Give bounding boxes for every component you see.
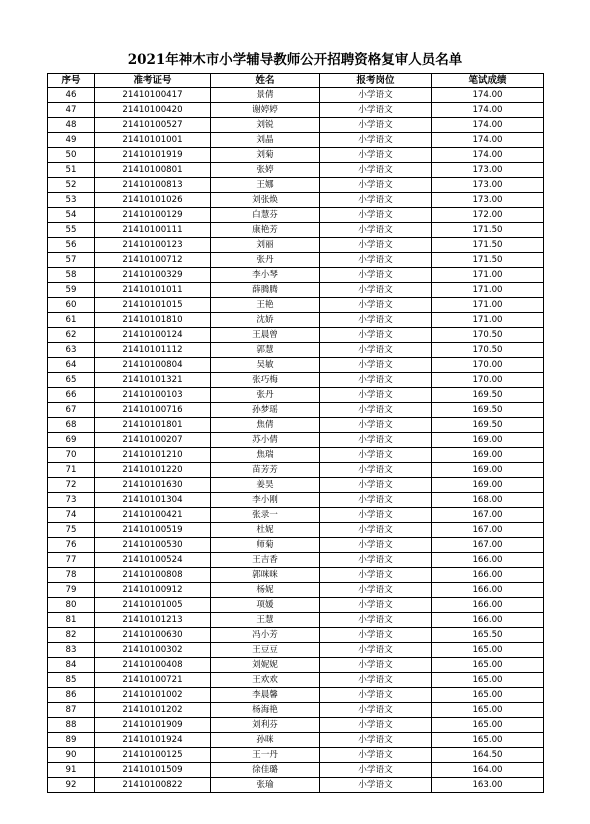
cell-position: 小学语文 — [320, 568, 432, 583]
cell-exam-id: 21410100421 — [95, 508, 211, 523]
cell-score: 165.00 — [432, 643, 544, 658]
cell-position: 小学语文 — [320, 718, 432, 733]
cell-position: 小学语文 — [320, 223, 432, 238]
table-row — [48, 418, 544, 433]
cell-seq: 77 — [48, 553, 95, 568]
cell-exam-id: 21410100530 — [95, 538, 211, 553]
cell-position: 小学语文 — [320, 493, 432, 508]
table-row — [48, 298, 544, 313]
cell-score: 170.00 — [432, 358, 544, 373]
cell-exam-id: 21410100716 — [95, 403, 211, 418]
table-row — [48, 598, 544, 613]
cell-score: 170.00 — [432, 373, 544, 388]
cell-score: 174.00 — [432, 133, 544, 148]
cell-score: 174.00 — [432, 118, 544, 133]
table-row — [48, 568, 544, 583]
cell-seq: 75 — [48, 523, 95, 538]
cell-position: 小学语文 — [320, 613, 432, 628]
cell-exam-id: 21410101026 — [95, 193, 211, 208]
cell-seq: 54 — [48, 208, 95, 223]
cell-seq: 91 — [48, 763, 95, 778]
cell-position: 小学语文 — [320, 748, 432, 763]
header-score: 笔试成绩 — [432, 74, 544, 88]
cell-exam-id: 21410100420 — [95, 103, 211, 118]
cell-name: 谢婷婷 — [211, 103, 320, 118]
cell-score: 165.00 — [432, 718, 544, 733]
cell-name: 杨妮 — [211, 583, 320, 598]
cell-exam-id: 21410100527 — [95, 118, 211, 133]
cell-exam-id: 21410100519 — [95, 523, 211, 538]
cell-score: 168.00 — [432, 493, 544, 508]
cell-name: 师菊 — [211, 538, 320, 553]
cell-name: 王慧 — [211, 613, 320, 628]
cell-position: 小学语文 — [320, 208, 432, 223]
cell-name: 冯小芳 — [211, 628, 320, 643]
cell-name: 张丹 — [211, 253, 320, 268]
table-row — [48, 88, 544, 103]
cell-exam-id: 21410100111 — [95, 223, 211, 238]
cell-position: 小学语文 — [320, 778, 432, 793]
header-exam-id: 准考证号 — [95, 74, 211, 88]
table-row — [48, 613, 544, 628]
cell-seq: 78 — [48, 568, 95, 583]
cell-name: 王晨曾 — [211, 328, 320, 343]
table-row — [48, 718, 544, 733]
cell-score: 166.00 — [432, 598, 544, 613]
cell-name: 康艳芳 — [211, 223, 320, 238]
table-row — [48, 133, 544, 148]
cell-position: 小学语文 — [320, 538, 432, 553]
cell-position: 小学语文 — [320, 313, 432, 328]
cell-seq: 74 — [48, 508, 95, 523]
cell-exam-id: 21410101005 — [95, 598, 211, 613]
cell-seq: 51 — [48, 163, 95, 178]
cell-position: 小学语文 — [320, 433, 432, 448]
cell-seq: 63 — [48, 343, 95, 358]
table-row — [48, 313, 544, 328]
table-row — [48, 388, 544, 403]
table-row — [48, 733, 544, 748]
cell-position: 小学语文 — [320, 688, 432, 703]
cell-exam-id: 21410100408 — [95, 658, 211, 673]
cell-exam-id: 21410100123 — [95, 238, 211, 253]
cell-position: 小学语文 — [320, 193, 432, 208]
cell-seq: 57 — [48, 253, 95, 268]
cell-seq: 81 — [48, 613, 95, 628]
cell-score: 165.00 — [432, 703, 544, 718]
cell-position: 小学语文 — [320, 673, 432, 688]
cell-position: 小学语文 — [320, 163, 432, 178]
cell-score: 171.50 — [432, 238, 544, 253]
table-row — [48, 643, 544, 658]
cell-position: 小学语文 — [320, 463, 432, 478]
cell-seq: 86 — [48, 688, 95, 703]
cell-exam-id: 21410101001 — [95, 133, 211, 148]
cell-exam-id: 21410101220 — [95, 463, 211, 478]
cell-position: 小学语文 — [320, 388, 432, 403]
cell-exam-id: 21410100125 — [95, 748, 211, 763]
cell-score: 164.00 — [432, 763, 544, 778]
table-row — [48, 118, 544, 133]
table-row — [48, 628, 544, 643]
cell-name: 张巧梅 — [211, 373, 320, 388]
cell-score: 169.50 — [432, 403, 544, 418]
cell-score: 174.00 — [432, 88, 544, 103]
cell-name: 张录一 — [211, 508, 320, 523]
cell-exam-id: 21410101924 — [95, 733, 211, 748]
cell-score: 169.00 — [432, 433, 544, 448]
cell-seq: 72 — [48, 478, 95, 493]
table-row — [48, 103, 544, 118]
table-row — [48, 148, 544, 163]
cell-score: 173.00 — [432, 163, 544, 178]
cell-name: 王欢欢 — [211, 673, 320, 688]
cell-position: 小学语文 — [320, 523, 432, 538]
cell-name: 杜妮 — [211, 523, 320, 538]
cell-name: 刘妮妮 — [211, 658, 320, 673]
table-row — [48, 178, 544, 193]
cell-exam-id: 21410101304 — [95, 493, 211, 508]
cell-exam-id: 21410101909 — [95, 718, 211, 733]
cell-position: 小学语文 — [320, 643, 432, 658]
cell-exam-id: 21410100124 — [95, 328, 211, 343]
cell-seq: 76 — [48, 538, 95, 553]
document-title: 2021年神木市小学辅导教师公开招聘资格复审人员名单 — [127, 52, 463, 68]
cell-seq: 56 — [48, 238, 95, 253]
cell-seq: 85 — [48, 673, 95, 688]
table-row — [48, 208, 544, 223]
cell-score: 164.50 — [432, 748, 544, 763]
table-row — [48, 523, 544, 538]
cell-name: 郭咪咪 — [211, 568, 320, 583]
cell-seq: 69 — [48, 433, 95, 448]
cell-score: 167.00 — [432, 523, 544, 538]
cell-seq: 66 — [48, 388, 95, 403]
cell-exam-id: 21410100302 — [95, 643, 211, 658]
cell-name: 刘利芬 — [211, 718, 320, 733]
cell-seq: 58 — [48, 268, 95, 283]
cell-name: 张瑜 — [211, 778, 320, 793]
cell-score: 165.00 — [432, 733, 544, 748]
cell-seq: 79 — [48, 583, 95, 598]
table-row — [48, 343, 544, 358]
cell-seq: 61 — [48, 313, 95, 328]
cell-name: 徐佳璐 — [211, 763, 320, 778]
cell-name: 薛腾腾 — [211, 283, 320, 298]
cell-seq: 89 — [48, 733, 95, 748]
table-row — [48, 463, 544, 478]
cell-exam-id: 21410100813 — [95, 178, 211, 193]
cell-seq: 92 — [48, 778, 95, 793]
cell-score: 174.00 — [432, 103, 544, 118]
cell-position: 小学语文 — [320, 298, 432, 313]
table-row — [48, 553, 544, 568]
cell-score: 169.50 — [432, 418, 544, 433]
cell-position: 小学语文 — [320, 133, 432, 148]
cell-seq: 82 — [48, 628, 95, 643]
cell-position: 小学语文 — [320, 733, 432, 748]
table-row — [48, 493, 544, 508]
cell-exam-id: 21410100721 — [95, 673, 211, 688]
cell-position: 小学语文 — [320, 628, 432, 643]
cell-name: 李晨馨 — [211, 688, 320, 703]
cell-score: 165.00 — [432, 673, 544, 688]
cell-position: 小学语文 — [320, 148, 432, 163]
cell-position: 小学语文 — [320, 328, 432, 343]
header-name: 姓名 — [211, 74, 320, 88]
cell-exam-id: 21410100129 — [95, 208, 211, 223]
cell-exam-id: 21410101630 — [95, 478, 211, 493]
cell-position: 小学语文 — [320, 238, 432, 253]
cell-seq: 62 — [48, 328, 95, 343]
table-row — [48, 763, 544, 778]
cell-seq: 60 — [48, 298, 95, 313]
table-row — [48, 583, 544, 598]
cell-name: 张婷 — [211, 163, 320, 178]
cell-exam-id: 21410101810 — [95, 313, 211, 328]
cell-exam-id: 21410101210 — [95, 448, 211, 463]
cell-seq: 55 — [48, 223, 95, 238]
cell-exam-id: 21410100801 — [95, 163, 211, 178]
cell-name: 苗芳芳 — [211, 463, 320, 478]
cell-score: 166.00 — [432, 613, 544, 628]
cell-exam-id: 21410101112 — [95, 343, 211, 358]
cell-name: 景倩 — [211, 88, 320, 103]
cell-exam-id: 21410101509 — [95, 763, 211, 778]
cell-seq: 48 — [48, 118, 95, 133]
cell-seq: 73 — [48, 493, 95, 508]
cell-score: 171.00 — [432, 298, 544, 313]
cell-name: 王艳 — [211, 298, 320, 313]
cell-name: 焦倩 — [211, 418, 320, 433]
cell-seq: 87 — [48, 703, 95, 718]
cell-name: 刘丽 — [211, 238, 320, 253]
cell-seq: 90 — [48, 748, 95, 763]
cell-exam-id: 21410100912 — [95, 583, 211, 598]
table-row — [48, 448, 544, 463]
cell-score: 165.50 — [432, 628, 544, 643]
cell-position: 小学语文 — [320, 268, 432, 283]
cell-score: 169.50 — [432, 388, 544, 403]
table-row — [48, 538, 544, 553]
table-row — [48, 373, 544, 388]
cell-score: 169.00 — [432, 448, 544, 463]
cell-name: 白慧芬 — [211, 208, 320, 223]
header-row — [48, 74, 544, 88]
cell-score: 165.00 — [432, 688, 544, 703]
cell-position: 小学语文 — [320, 703, 432, 718]
cell-position: 小学语文 — [320, 88, 432, 103]
cell-score: 170.50 — [432, 328, 544, 343]
cell-exam-id: 21410101015 — [95, 298, 211, 313]
table-row — [48, 658, 544, 673]
cell-exam-id: 21410100207 — [95, 433, 211, 448]
cell-name: 焦瑞 — [211, 448, 320, 463]
cell-score: 165.00 — [432, 658, 544, 673]
table-row — [48, 433, 544, 448]
cell-position: 小学语文 — [320, 553, 432, 568]
cell-seq: 70 — [48, 448, 95, 463]
cell-name: 刘锐 — [211, 118, 320, 133]
cell-seq: 71 — [48, 463, 95, 478]
cell-exam-id: 21410101801 — [95, 418, 211, 433]
cell-exam-id: 21410101202 — [95, 703, 211, 718]
cell-seq: 80 — [48, 598, 95, 613]
cell-score: 174.00 — [432, 148, 544, 163]
cell-score: 172.00 — [432, 208, 544, 223]
cell-score: 166.00 — [432, 583, 544, 598]
cell-position: 小学语文 — [320, 583, 432, 598]
cell-name: 苏小倩 — [211, 433, 320, 448]
cell-seq: 53 — [48, 193, 95, 208]
cell-exam-id: 21410101002 — [95, 688, 211, 703]
cell-seq: 67 — [48, 403, 95, 418]
cell-name: 项媛 — [211, 598, 320, 613]
cell-position: 小学语文 — [320, 418, 432, 433]
candidate-table — [47, 73, 544, 793]
table-row — [48, 223, 544, 238]
cell-seq: 83 — [48, 643, 95, 658]
cell-seq: 59 — [48, 283, 95, 298]
table-row — [48, 508, 544, 523]
cell-seq: 68 — [48, 418, 95, 433]
cell-name: 王吉香 — [211, 553, 320, 568]
cell-name: 王一丹 — [211, 748, 320, 763]
cell-exam-id: 21410100822 — [95, 778, 211, 793]
cell-position: 小学语文 — [320, 118, 432, 133]
cell-position: 小学语文 — [320, 448, 432, 463]
table-row — [48, 328, 544, 343]
table-body — [48, 88, 544, 793]
cell-position: 小学语文 — [320, 373, 432, 388]
cell-position: 小学语文 — [320, 103, 432, 118]
cell-seq: 65 — [48, 373, 95, 388]
cell-score: 171.00 — [432, 268, 544, 283]
cell-exam-id: 21410100630 — [95, 628, 211, 643]
cell-exam-id: 21410100417 — [95, 88, 211, 103]
cell-score: 171.50 — [432, 223, 544, 238]
cell-score: 166.00 — [432, 553, 544, 568]
table-row — [48, 193, 544, 208]
cell-score: 171.00 — [432, 313, 544, 328]
cell-position: 小学语文 — [320, 658, 432, 673]
cell-name: 姜昊 — [211, 478, 320, 493]
cell-seq: 52 — [48, 178, 95, 193]
cell-position: 小学语文 — [320, 178, 432, 193]
table-row — [48, 268, 544, 283]
cell-exam-id: 21410101011 — [95, 283, 211, 298]
cell-score: 169.00 — [432, 478, 544, 493]
cell-name: 吴敏 — [211, 358, 320, 373]
cell-name: 李小琴 — [211, 268, 320, 283]
cell-seq: 46 — [48, 88, 95, 103]
cell-position: 小学语文 — [320, 508, 432, 523]
cell-name: 沈娇 — [211, 313, 320, 328]
cell-score: 167.00 — [432, 508, 544, 523]
cell-name: 王豆豆 — [211, 643, 320, 658]
cell-score: 171.00 — [432, 283, 544, 298]
cell-position: 小学语文 — [320, 478, 432, 493]
table-row — [48, 748, 544, 763]
cell-score: 171.50 — [432, 253, 544, 268]
cell-name: 张丹 — [211, 388, 320, 403]
table-row — [48, 688, 544, 703]
table-row — [48, 673, 544, 688]
table-row — [48, 478, 544, 493]
cell-name: 孙咪 — [211, 733, 320, 748]
cell-score: 167.00 — [432, 538, 544, 553]
cell-score: 169.00 — [432, 463, 544, 478]
cell-name: 杨海艳 — [211, 703, 320, 718]
cell-name: 王娜 — [211, 178, 320, 193]
table-row — [48, 283, 544, 298]
cell-score: 173.00 — [432, 178, 544, 193]
cell-exam-id: 21410100103 — [95, 388, 211, 403]
header-seq: 序号 — [48, 74, 95, 88]
cell-seq: 64 — [48, 358, 95, 373]
cell-name: 李小刚 — [211, 493, 320, 508]
table-row — [48, 778, 544, 793]
cell-exam-id: 21410100808 — [95, 568, 211, 583]
cell-position: 小学语文 — [320, 403, 432, 418]
cell-exam-id: 21410101919 — [95, 148, 211, 163]
cell-seq: 88 — [48, 718, 95, 733]
cell-score: 166.00 — [432, 568, 544, 583]
cell-score: 173.00 — [432, 193, 544, 208]
table-row — [48, 163, 544, 178]
cell-position: 小学语文 — [320, 358, 432, 373]
cell-name: 郭慧 — [211, 343, 320, 358]
cell-exam-id: 21410100524 — [95, 553, 211, 568]
table-row — [48, 358, 544, 373]
table-row — [48, 403, 544, 418]
cell-seq: 47 — [48, 103, 95, 118]
table-row — [48, 238, 544, 253]
cell-name: 刘张焕 — [211, 193, 320, 208]
cell-exam-id: 21410101213 — [95, 613, 211, 628]
cell-position: 小学语文 — [320, 253, 432, 268]
cell-seq: 49 — [48, 133, 95, 148]
cell-position: 小学语文 — [320, 763, 432, 778]
cell-exam-id: 21410100329 — [95, 268, 211, 283]
cell-seq: 50 — [48, 148, 95, 163]
table-row — [48, 253, 544, 268]
header-position: 报考岗位 — [320, 74, 432, 88]
cell-score: 163.00 — [432, 778, 544, 793]
cell-name: 孙梦瑶 — [211, 403, 320, 418]
cell-position: 小学语文 — [320, 598, 432, 613]
cell-exam-id: 21410100712 — [95, 253, 211, 268]
table-row — [48, 703, 544, 718]
cell-name: 刘菊 — [211, 148, 320, 163]
cell-position: 小学语文 — [320, 343, 432, 358]
cell-name: 刘晶 — [211, 133, 320, 148]
cell-seq: 84 — [48, 658, 95, 673]
cell-exam-id: 21410101321 — [95, 373, 211, 388]
cell-exam-id: 21410100804 — [95, 358, 211, 373]
cell-position: 小学语文 — [320, 283, 432, 298]
cell-score: 170.50 — [432, 343, 544, 358]
